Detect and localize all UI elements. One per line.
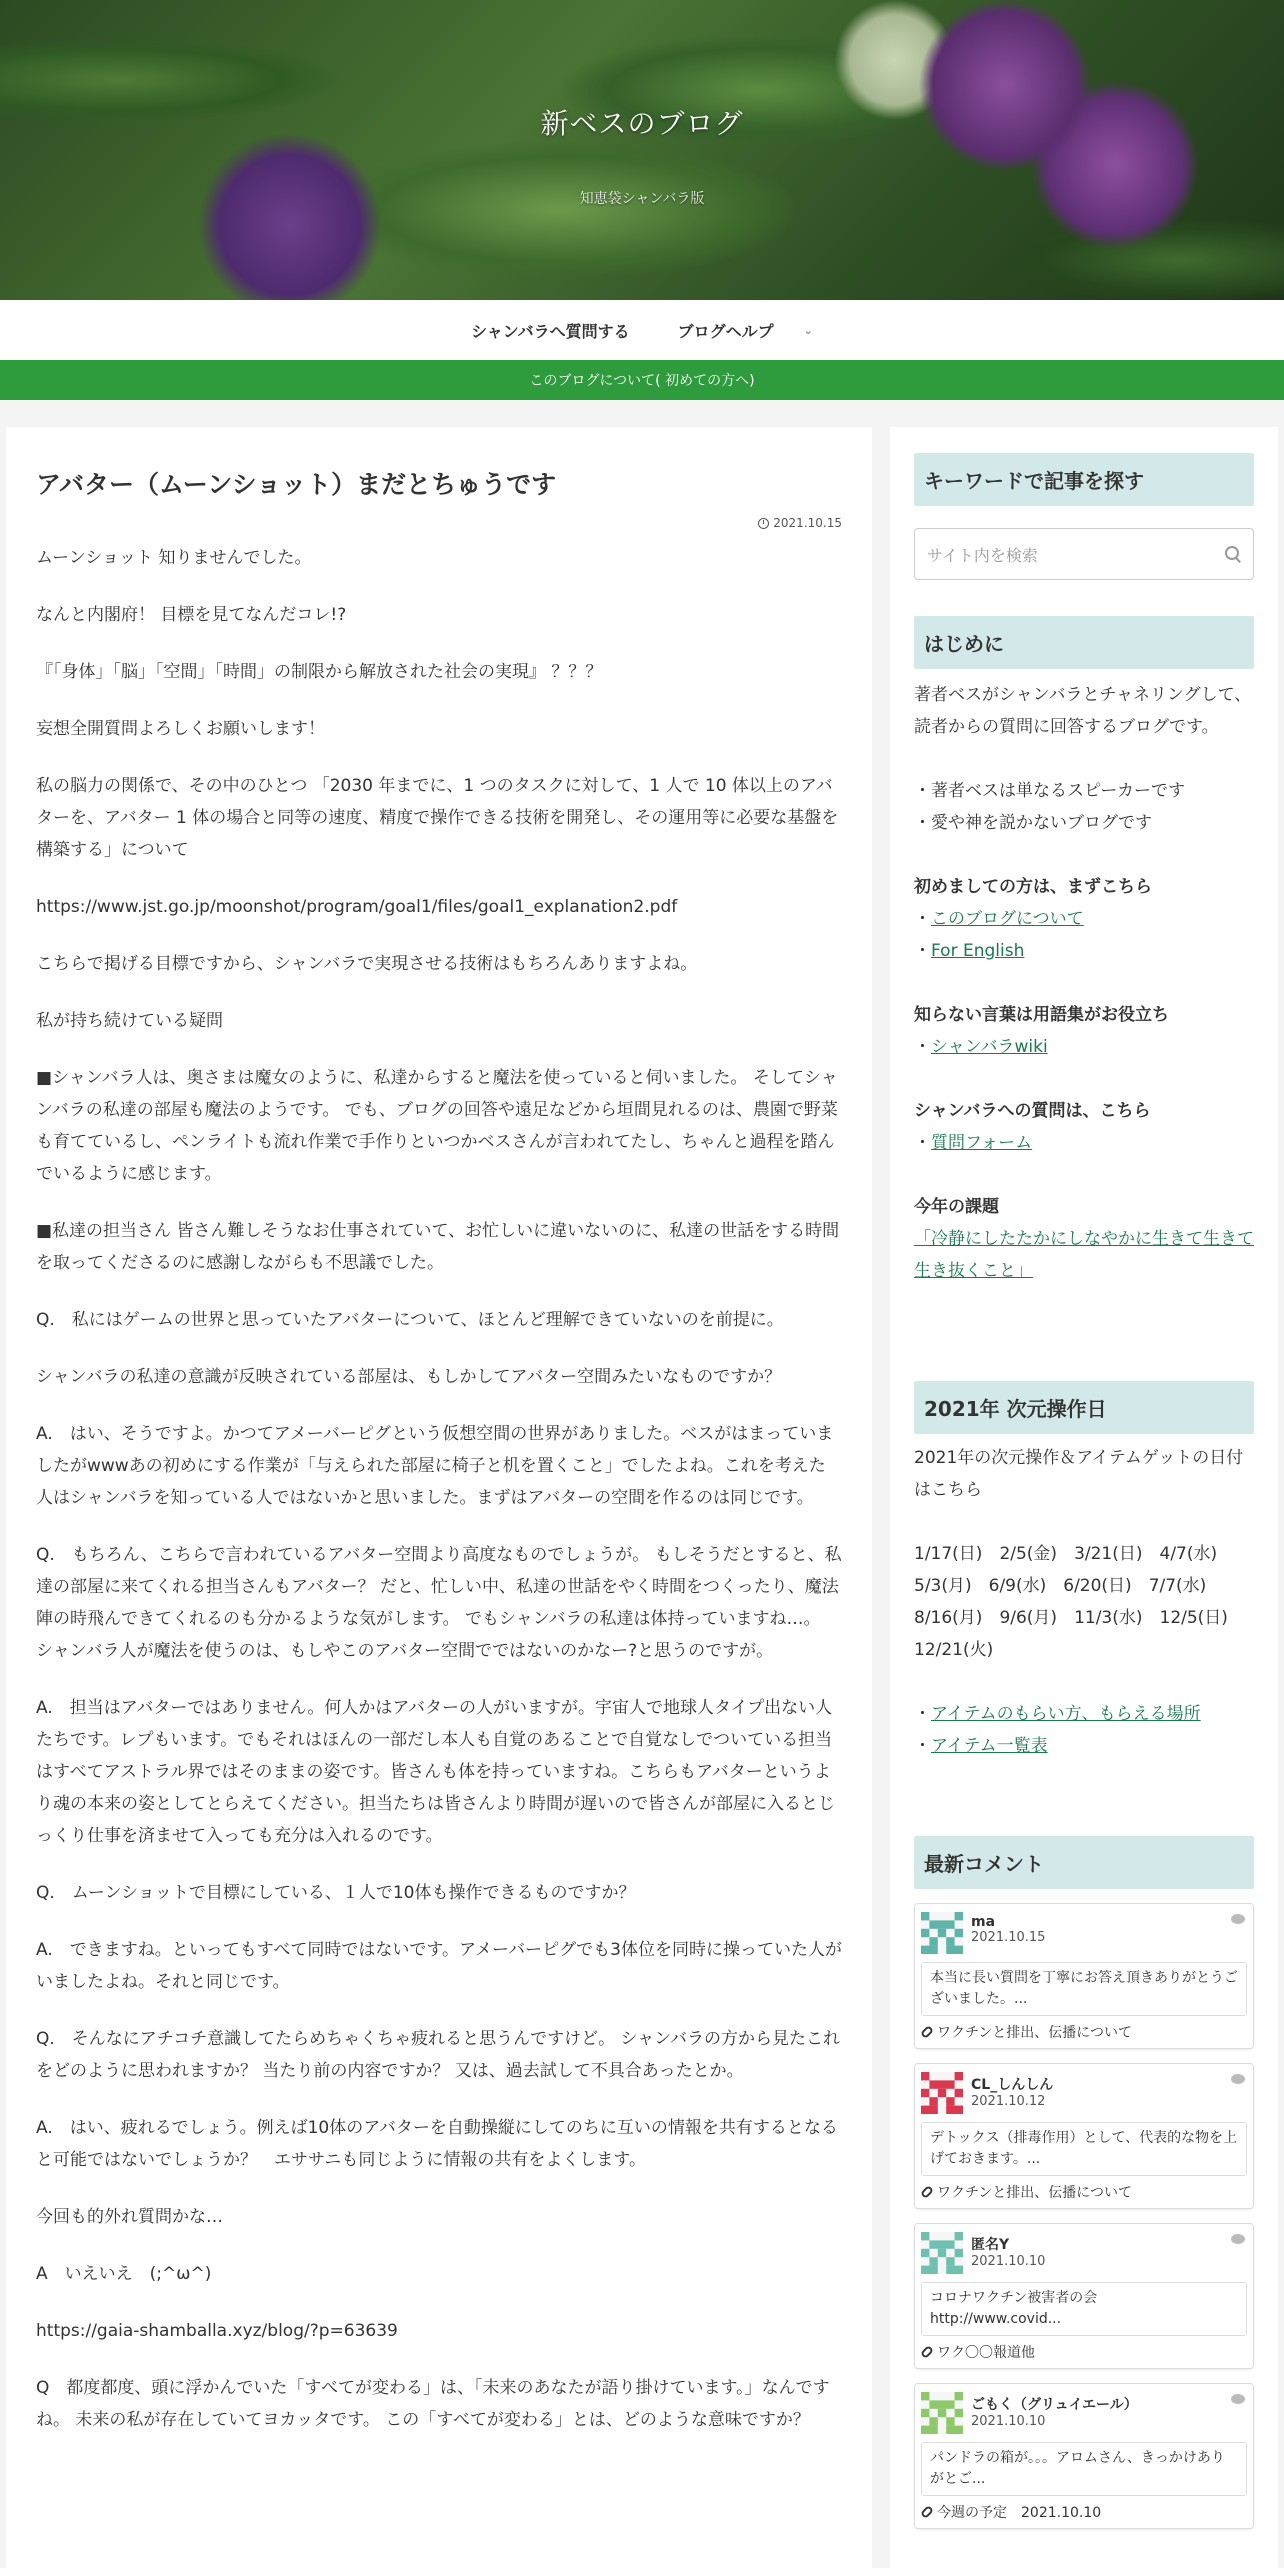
comment-date: 2021.10.15 — [971, 1930, 1046, 1945]
link-icon — [920, 2025, 934, 2039]
link-row: ・質問フォーム — [914, 1133, 1033, 1153]
article-paragraph: 『「身体」「脳」「空間」「時間」の制限から解放された社会の実現』 ？？？ — [36, 662, 603, 682]
ops-dates: 5/3(月) 6/9(水) 6/20(日) 7/7(水) — [914, 1576, 1207, 1596]
comment-excerpt: パンドラの箱が。。。アロムさん、きっかけありがとご... — [921, 2442, 1247, 2496]
article-title: アバター（ムーンショット）まだとちゅうです — [36, 470, 557, 499]
comment-author: 匿名Y — [971, 2237, 1010, 2253]
comment-bubble-icon — [1231, 2234, 1245, 2244]
ops-text: 2021年の次元操作＆アイテムゲットの日付はこちら — [914, 1448, 1244, 1500]
link-icon — [920, 2345, 934, 2359]
article-paragraph: ムーンショット 知りませんでした。 — [36, 548, 312, 568]
comment-post-title: ワク〇〇報道他 — [937, 2345, 1035, 2361]
comment-list — [914, 1903, 1254, 2529]
comment-card[interactable] — [914, 2223, 1254, 2369]
article-paragraph: 私が持ち続けている疑問 — [36, 1011, 223, 1031]
sidebar — [890, 427, 1278, 2568]
main-nav — [0, 300, 1284, 360]
article-paragraph: Q. ムーンショットで目標にしている、１人で10体も操作できるものですか？ — [36, 1883, 636, 1903]
about-link[interactable]: このブログについて — [931, 909, 1084, 929]
comment-bubble-icon — [1231, 1914, 1245, 1924]
article-paragraph: A. できますね。といってもすべて同時ではないです。アメーバーピグでも3体位を同時に操っていた人がいましたよね。それと同じです。 — [36, 1940, 842, 1992]
article-paragraph: こちらで掲げる目標ですから、シャンバラで実現させる技術はもちろんありますよね。 — [36, 954, 698, 974]
link-row: ・アイテムのもらい方、もらえる場所 — [914, 1704, 1201, 1724]
article-paragraph: なんと内閣府！ 目標を見てなんだコレ!? — [36, 605, 347, 625]
comment-post-link[interactable] — [921, 2502, 1247, 2522]
article-paragraph: A. 担当はアバターではありません。何人かはアバターの人がいますが。宇宙人で地球人タイプ出ない人たちです。レプもいます。でもそれはほんの一部だし本人も自覚のあることで自覚なしでついている担当はすべてアストラル界ではそのままの姿です。皆さんも体を持っていますね。こちらもアバターというより魂の本来の姿としてとらえてください。担当たちは皆さんより時間が遅いので皆さんが部屋に入るとじっくり仕事を済ませて入っても充分は入れるのです。 — [36, 1698, 835, 1846]
theme-link[interactable]: 「冷静にしたたかにしなやかに生きて生きて生き抜くこと」 — [914, 1229, 1254, 1281]
item-list-link[interactable]: アイテム一覧表 — [931, 1736, 1048, 1756]
theme-heading: 今年の課題 — [914, 1197, 999, 1217]
comment-author: ごもく（グリュイエール） — [971, 2397, 1138, 2413]
article-date: 2021.10.15 — [773, 516, 842, 530]
clock-icon — [758, 518, 769, 529]
intro-heading: はじめに — [914, 616, 1254, 669]
intro-bullet: ・愛や神を説かないブログです — [914, 813, 1152, 833]
question-heading: シャンバラへの質問は、こちら — [914, 1101, 1151, 1121]
article-paragraph: 今回も的外れ質問かな… — [36, 2207, 223, 2227]
article-paragraph: 私の脳力の関係で、その中のひとつ 「2030 年までに、1 つのタスクに対して、1 人で 10 体以上のアバターを、アバター 1 体の場合と同等の速度、精度で操作できる技術を開発し、その運用等に必要な基盤を構築する」について — [36, 776, 839, 860]
comment-bubble-icon — [1231, 2074, 1245, 2084]
ops-heading: 2021年 次元操作日 — [914, 1381, 1254, 1434]
search-placeholder: サイト内を検索 — [927, 545, 1038, 565]
english-link[interactable]: For English — [931, 941, 1025, 961]
article-paragraph: Q 都度都度、頭に浮かんでいた「すべてが変わる」は、「未来のあなたが語り掛けています。」なんですね。 未来の私が存在していてヨカッタです。 この「すべてが変わる」とは、どのような意味ですか？ — [36, 2378, 830, 2430]
intro-text: 著者ベスがシャンバラとチャネリングして、読者からの質問に回答するブログです。 — [914, 685, 1252, 737]
comment-author: ma — [971, 1914, 996, 1930]
site-title[interactable]: 新ベスのブログ — [540, 107, 744, 140]
comment-date: 2021.10.10 — [971, 2414, 1046, 2429]
comment-excerpt: 本当に長い質問を丁寧にお答え頂きありがとうございました。... — [921, 1962, 1247, 2016]
comment-post-link[interactable] — [921, 2022, 1247, 2042]
nav-item-label: ブログヘルプ — [677, 321, 774, 341]
ops-dates: 1/17(日) 2/5(金) 3/21(日) 4/7(水) — [914, 1544, 1218, 1564]
header-banner — [0, 0, 1284, 300]
first-heading: 初めましての方は、まずこちら — [914, 877, 1152, 897]
ops-dates: 8/16(月) 9/6(月) 11/3(水) 12/5(日) — [914, 1608, 1228, 1628]
article-paragraph: https://www.jst.go.jp/moonshot/program/goal1/files/goal1_explanation2.pdf — [36, 897, 678, 917]
comment-post-link[interactable] — [921, 2342, 1247, 2362]
link-row: ・For English — [914, 941, 1025, 961]
article-paragraph: A. はい、そうですよ。かつてアメーバーピグという仮想空間の世界がありました。ベスがはまっていましたがwwwあの初めにする作業が「与えられた部屋に椅子と机を置くこと」でしたよね。これを考えた人はシャンバラを知っている人ではないかと思いました。まずはアバターの空間を作るのは同じです。 — [36, 1424, 834, 1508]
comment-excerpt: デトックス（排毒作用）として、代表的な物を上げておきます。... — [921, 2122, 1247, 2176]
comment-card[interactable] — [914, 1903, 1254, 2049]
comment-card[interactable] — [914, 2383, 1254, 2529]
intro-bullet: ・著者ベスは単なるスピーカーです — [914, 781, 1185, 801]
article-paragraph: 妄想全開質問よろしくお願いします！ — [36, 719, 325, 739]
comment-excerpt: コロナワクチン被害者の会 http://www.covid... — [921, 2282, 1247, 2336]
article-paragraph: シャンバラの私達の意識が反映されている部屋は、もしかしてアバター空間みたいなものですか？ — [36, 1367, 782, 1387]
comment-bubble-icon — [1231, 2394, 1245, 2404]
comment-post-title: ワクチンと排出、伝播について — [937, 2185, 1133, 2201]
avatar — [921, 1912, 963, 1954]
link-icon — [920, 2185, 934, 2199]
notice-bar[interactable] — [0, 360, 1284, 400]
ops-dates: 12/21(火) — [914, 1640, 994, 1660]
chevron-down-icon: ⌄ — [803, 323, 813, 337]
article-paragraph: Q. もちろん、こちらで言われているアバター空間より高度なものでしょうが。 もしそうだとすると、私達の部屋に来てくれる担当さんもアバター？ だと、忙しい中、私達の世話をやく時間をつくったり、魔法陣の時飛んできてくれるのも分かるような気がします。 でもシャンバラの私達は体持っていますね…。 シャンバラ人が魔法を使うのは、もしやこのアバター空間でではないのかなー?と思うのですが。 — [36, 1545, 842, 1661]
comment-post-title: 今週の予定 2021.10.10 — [937, 2505, 1102, 2521]
article-paragraph: Q. 私にはゲームの世界と思っていたアバターについて、ほとんど理解できていないのを前提に。 — [36, 1310, 784, 1330]
comment-date: 2021.10.10 — [971, 2254, 1046, 2269]
link-row: ・シャンバラwiki — [914, 1037, 1048, 1057]
article — [6, 427, 872, 2568]
article-date-row — [36, 516, 842, 530]
search-heading: キーワードで記事を探す — [914, 453, 1254, 506]
question-form-link[interactable]: 質問フォーム — [931, 1133, 1033, 1153]
search-icon[interactable] — [1225, 546, 1241, 562]
comment-card[interactable] — [914, 2063, 1254, 2209]
nav-item-label: シャンバラへ質問する — [471, 321, 630, 341]
article-paragraph: A. はい、疲れるでしょう。例えば10体のアバターを自動操縦にしてのちに互いの情報を共有するとなると可能ではないでしょうか？ エササニも同じように情報の共有をよくします。 — [36, 2118, 838, 2170]
comment-date: 2021.10.12 — [971, 2094, 1046, 2109]
link-row: ・このブログについて — [914, 909, 1084, 929]
article-paragraph: https://gaia-shamballa.xyz/blog/?p=63639 — [36, 2321, 398, 2341]
avatar — [921, 2072, 963, 2114]
article-body — [36, 542, 842, 2436]
item-how-link[interactable]: アイテムのもらい方、もらえる場所 — [931, 1704, 1201, 1724]
terms-heading: 知らない言葉は用語集がお役立ち — [914, 1005, 1169, 1025]
link-row: ・アイテム一覧表 — [914, 1736, 1048, 1756]
site-subtitle: 知恵袋シャンバラ版 — [579, 191, 705, 207]
comment-post-title: ワクチンと排出、伝播について — [937, 2025, 1133, 2041]
nav-item-ask[interactable] — [471, 319, 630, 342]
comments-heading: 最新コメント — [914, 1836, 1254, 1889]
article-paragraph: ■シャンバラ人は、奥さまは魔女のように、私達からすると魔法を使っていると伺いました。 そしてシャンバラの私達の部屋も魔法のようです。 でも、ブログの回答や遠足などから垣間見れるのは、農園で野菜も育てているし、ペンライトも流れ作業で手作りといつかベスさんが言われてたし、ちゃんと過程を踏んでいるように感じます。 — [36, 1068, 838, 1184]
article-paragraph: Q. そんなにアチコチ意識してたらめちゃくちゃ疲れると思うんですけど。 シャンバラの方から見たこれをどのように思われますか？ 当たり前の内容ですか？ 又は、過去試して不具合あったとか。 — [36, 2029, 840, 2081]
notice-text: このブログについて( 初めての方へ) — [529, 373, 755, 389]
link-icon — [920, 2505, 934, 2519]
wiki-link[interactable]: シャンバラwiki — [931, 1037, 1048, 1057]
comment-author: CL_しんしん — [971, 2077, 1054, 2093]
avatar — [921, 2392, 963, 2434]
article-paragraph: ■私達の担当さん 皆さん難しそうなお仕事されていて、お忙しいに違いないのに、私達の世話をする時間を取ってくださるのに感謝しながらも不思議でした。 — [36, 1221, 840, 1273]
nav-item-help[interactable] — [678, 319, 813, 342]
avatar — [921, 2232, 963, 2274]
search-input[interactable] — [914, 528, 1254, 580]
article-paragraph: A いえいえ (;^ω^) — [36, 2264, 212, 2284]
comment-post-link[interactable] — [921, 2182, 1247, 2202]
